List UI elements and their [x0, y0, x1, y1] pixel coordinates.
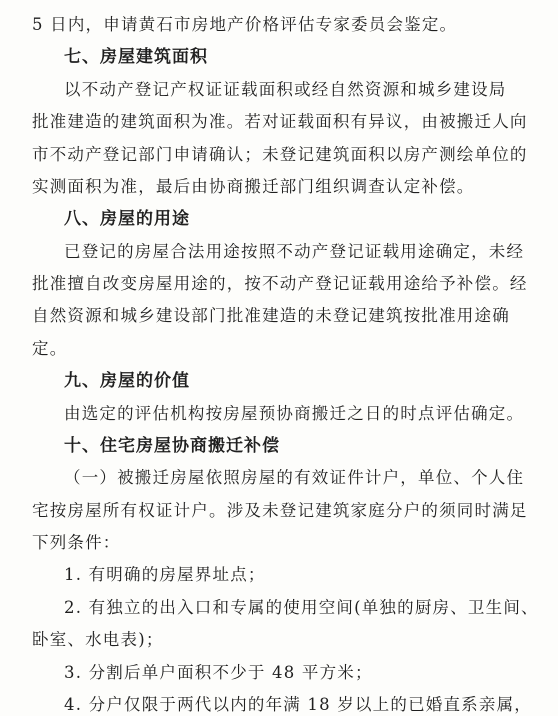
paragraph-line: 批准建造的建筑面积为准。若对证载面积有异议，由被搬迁人向 — [32, 112, 528, 131]
list-item: 1. 有明确的房屋界址点； — [64, 565, 266, 584]
paragraph-line: 宅按房屋所有权证计户。涉及未登记建筑家庭分户的须同时满足 — [32, 501, 528, 520]
paragraph-line: 自然资源和城乡建设部门批准建造的未登记建筑按批准用途确 — [32, 306, 510, 325]
paragraph-line: 已登记的房屋合法用途按照不动产登记证载用途确定，未经 — [64, 242, 525, 261]
paragraph-line: 下列条件： — [32, 533, 121, 552]
paragraph-line: （一）被搬迁房屋依照房屋的有效证件计户，单位、个人住 — [64, 468, 525, 487]
paragraph-line: 实测面积为准，最后由协商搬迁部门组织调查认定补偿。 — [32, 177, 475, 196]
paragraph-line: 市不动产登记部门申请确认；未登记建筑面积以房产测绘单位的 — [32, 145, 528, 164]
list-item: 2. 有独立的出入口和专属的使用空间(单独的厨房、卫生间、 — [64, 598, 539, 617]
list-item: 4. 分户仅限于两代以内的年满 18 岁以上的已婚直系亲属， — [64, 695, 532, 714]
list-item-continuation: 卧室、水电表)； — [32, 630, 164, 649]
list-item: 3. 分割后单户面积不少于 48 平方米； — [64, 663, 373, 682]
paragraph-line: 由选定的评估机构按房屋预协商搬迁之日的时点评估确定。 — [64, 404, 525, 423]
paragraph-line: 批准擅自改变房屋用途的，按不动产登记证载用途给予补偿。经 — [32, 274, 528, 293]
text-line: 5 日内，申请黄石市房地产价格评估专家委员会鉴定。 — [32, 15, 458, 34]
paragraph-line: 以不动产登记产权证证载面积或经自然资源和城乡建设局 — [64, 80, 507, 99]
section-heading-usage: 八、房屋的用途 — [64, 209, 190, 229]
paragraph-line: 定。 — [32, 339, 68, 358]
section-heading-building-area: 七、房屋建筑面积 — [64, 47, 208, 67]
section-heading-value: 九、房屋的价值 — [64, 371, 190, 391]
section-heading-residential-compensation: 十、住宅房屋协商搬迁补偿 — [64, 436, 280, 456]
